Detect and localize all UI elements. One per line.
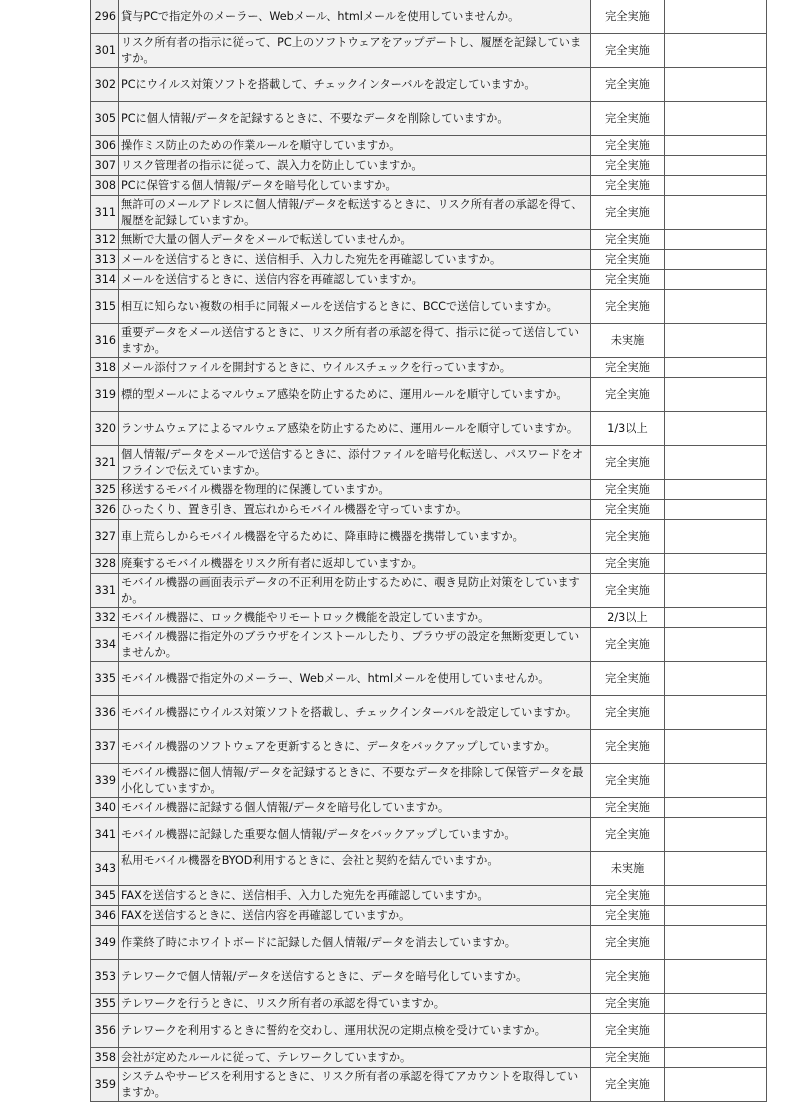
item-number: 316 xyxy=(91,324,119,358)
table-row xyxy=(91,68,767,102)
item-status: 2/3以上 xyxy=(591,608,665,628)
item-question: モバイル機器に記録する個人情報/データを暗号化していますか。 xyxy=(119,798,591,818)
item-remarks xyxy=(665,196,767,230)
item-status: 完全実施 xyxy=(591,818,665,852)
item-status: 完全実施 xyxy=(591,290,665,324)
table-row xyxy=(91,0,767,34)
item-remarks xyxy=(665,156,767,176)
item-status: 完全実施 xyxy=(591,554,665,574)
table-row xyxy=(91,412,767,446)
item-question: PCに保管する個人情報/データを暗号化していますか。 xyxy=(119,176,591,196)
table-row xyxy=(91,270,767,290)
item-remarks xyxy=(665,1068,767,1102)
item-remarks xyxy=(665,520,767,554)
item-remarks xyxy=(665,0,767,34)
item-number: 353 xyxy=(91,960,119,994)
item-number: 302 xyxy=(91,68,119,102)
table-row xyxy=(91,852,767,886)
item-number: 315 xyxy=(91,290,119,324)
item-remarks xyxy=(665,554,767,574)
item-status: 1/3以上 xyxy=(591,412,665,446)
item-number: 345 xyxy=(91,886,119,906)
item-status: 完全実施 xyxy=(591,446,665,480)
table-row xyxy=(91,102,767,136)
item-remarks xyxy=(665,926,767,960)
table-row xyxy=(91,1048,767,1068)
item-number: 308 xyxy=(91,176,119,196)
item-number: 336 xyxy=(91,696,119,730)
item-number: 340 xyxy=(91,798,119,818)
table-row xyxy=(91,886,767,906)
item-number: 328 xyxy=(91,554,119,574)
table-row xyxy=(91,196,767,230)
item-question: テレワークを利用するときに誓約を交わし、運用状況の定期点検を受けていますか。 xyxy=(119,1014,591,1048)
item-question: モバイル機器に、ロック機能やリモートロック機能を設定していますか。 xyxy=(119,608,591,628)
item-question: PCに個人情報/データを記録するときに、不要なデータを削除していますか。 xyxy=(119,102,591,136)
item-remarks xyxy=(665,270,767,290)
item-question: モバイル機器に指定外のブラウザをインストールしたり、ブラウザの設定を無断変更していませんか。 xyxy=(119,628,591,662)
item-remarks xyxy=(665,662,767,696)
item-number: 337 xyxy=(91,730,119,764)
item-question: 私用モバイル機器をBYOD利用するときに、会社と契約を結んでいますか。 xyxy=(119,852,591,886)
item-number: 305 xyxy=(91,102,119,136)
item-number: 314 xyxy=(91,270,119,290)
item-number: 318 xyxy=(91,358,119,378)
item-remarks xyxy=(665,574,767,608)
item-remarks xyxy=(665,324,767,358)
table-row xyxy=(91,696,767,730)
item-number: 320 xyxy=(91,412,119,446)
item-number: 301 xyxy=(91,34,119,68)
item-number: 331 xyxy=(91,574,119,608)
table-row xyxy=(91,628,767,662)
table-row xyxy=(91,156,767,176)
table-row xyxy=(91,730,767,764)
item-question: 作業終了時にホワイトボードに記録した個人情報/データを消去していますか。 xyxy=(119,926,591,960)
table-row xyxy=(91,1014,767,1048)
item-number: 321 xyxy=(91,446,119,480)
item-remarks xyxy=(665,764,767,798)
item-question: 廃棄するモバイル機器をリスク所有者に返却していますか。 xyxy=(119,554,591,574)
table-row xyxy=(91,136,767,156)
table-row xyxy=(91,798,767,818)
item-number: 349 xyxy=(91,926,119,960)
item-status: 完全実施 xyxy=(591,1048,665,1068)
item-remarks xyxy=(665,378,767,412)
item-question: モバイル機器で指定外のメーラー、Webメール、htmlメールを使用していませんか。 xyxy=(119,662,591,696)
item-remarks xyxy=(665,852,767,886)
item-status: 完全実施 xyxy=(591,136,665,156)
item-status: 完全実施 xyxy=(591,520,665,554)
item-number: 312 xyxy=(91,230,119,250)
item-number: 313 xyxy=(91,250,119,270)
table-row xyxy=(91,926,767,960)
item-question: モバイル機器のソフトウェアを更新するときに、データをバックアップしていますか。 xyxy=(119,730,591,764)
item-question: テレワークで個人情報/データを送信するときに、データを暗号化していますか。 xyxy=(119,960,591,994)
item-status: 完全実施 xyxy=(591,798,665,818)
item-status: 完全実施 xyxy=(591,480,665,500)
item-remarks xyxy=(665,608,767,628)
item-number: 311 xyxy=(91,196,119,230)
item-status: 完全実施 xyxy=(591,68,665,102)
item-status: 完全実施 xyxy=(591,574,665,608)
item-question: モバイル機器にウイルス対策ソフトを搭載し、チェックインターバルを設定していますか。 xyxy=(119,696,591,730)
item-question: 車上荒らしからモバイル機器を守るために、降車時に機器を携帯していますか。 xyxy=(119,520,591,554)
checklist-table xyxy=(90,0,767,1102)
item-remarks xyxy=(665,412,767,446)
item-question: 無断で大量の個人データをメールで転送していませんか。 xyxy=(119,230,591,250)
item-status: 完全実施 xyxy=(591,500,665,520)
item-remarks xyxy=(665,102,767,136)
item-status: 完全実施 xyxy=(591,730,665,764)
item-remarks xyxy=(665,628,767,662)
table-row xyxy=(91,764,767,798)
table-row xyxy=(91,554,767,574)
item-status: 完全実施 xyxy=(591,994,665,1014)
table-row xyxy=(91,290,767,324)
item-number: 325 xyxy=(91,480,119,500)
item-question: モバイル機器に個人情報/データを記録するときに、不要なデータを排除して保管データを最小化していますか。 xyxy=(119,764,591,798)
table-row xyxy=(91,358,767,378)
item-question: リスク所有者の指示に従って、PC上のソフトウェアをアップデートし、履歴を記録していますか。 xyxy=(119,34,591,68)
table-row xyxy=(91,994,767,1014)
item-question: 会社が定めたルールに従って、テレワークしていますか。 xyxy=(119,1048,591,1068)
item-question: ひったくり、置き引き、置忘れからモバイル機器を守っていますか。 xyxy=(119,500,591,520)
table-row xyxy=(91,446,767,480)
item-number: 356 xyxy=(91,1014,119,1048)
item-number: 341 xyxy=(91,818,119,852)
item-status: 完全実施 xyxy=(591,926,665,960)
item-number: 358 xyxy=(91,1048,119,1068)
item-status: 完全実施 xyxy=(591,1014,665,1048)
item-remarks xyxy=(665,230,767,250)
item-question: FAXを送信するときに、送信相手、入力した宛先を再確認していますか。 xyxy=(119,886,591,906)
item-status: 完全実施 xyxy=(591,102,665,136)
item-number: 327 xyxy=(91,520,119,554)
item-number: 339 xyxy=(91,764,119,798)
table-row xyxy=(91,818,767,852)
item-number: 332 xyxy=(91,608,119,628)
table-row xyxy=(91,480,767,500)
item-remarks xyxy=(665,696,767,730)
item-number: 296 xyxy=(91,0,119,34)
item-status: 完全実施 xyxy=(591,696,665,730)
item-status: 完全実施 xyxy=(591,960,665,994)
item-status: 完全実施 xyxy=(591,358,665,378)
item-remarks xyxy=(665,500,767,520)
item-question: メールを送信するときに、送信内容を再確認していますか。 xyxy=(119,270,591,290)
item-status: 未実施 xyxy=(591,852,665,886)
table-row xyxy=(91,324,767,358)
item-question: ランサムウェアによるマルウェア感染を防止するために、運用ルールを順守していますか。 xyxy=(119,412,591,446)
table-row xyxy=(91,574,767,608)
item-status: 完全実施 xyxy=(591,764,665,798)
item-remarks xyxy=(665,136,767,156)
item-question: 重要データをメール送信するときに、リスク所有者の承認を得て、指示に従って送信していますか。 xyxy=(119,324,591,358)
table-row xyxy=(91,960,767,994)
item-number: 343 xyxy=(91,852,119,886)
item-remarks xyxy=(665,446,767,480)
item-remarks xyxy=(665,1048,767,1068)
item-status: 完全実施 xyxy=(591,886,665,906)
item-remarks xyxy=(665,176,767,196)
item-question: PCにウイルス対策ソフトを搭載して、チェックインターバルを設定していますか。 xyxy=(119,68,591,102)
item-question: モバイル機器の画面表示データの不正利用を防止するために、覗き見防止対策をしていますか。 xyxy=(119,574,591,608)
item-question: 移送するモバイル機器を物理的に保護していますか。 xyxy=(119,480,591,500)
item-remarks xyxy=(665,1014,767,1048)
item-question: 貸与PCで指定外のメーラー、Webメール、htmlメールを使用していませんか。 xyxy=(119,0,591,34)
item-remarks xyxy=(665,290,767,324)
item-question: テレワークを行うときに、リスク所有者の承認を得ていますか。 xyxy=(119,994,591,1014)
item-remarks xyxy=(665,34,767,68)
item-status: 完全実施 xyxy=(591,1068,665,1102)
table-row xyxy=(91,662,767,696)
item-question: 標的型メールによるマルウェア感染を防止するために、運用ルールを順守していますか。 xyxy=(119,378,591,412)
item-status: 完全実施 xyxy=(591,230,665,250)
table-row xyxy=(91,1068,767,1102)
item-remarks xyxy=(665,798,767,818)
item-remarks xyxy=(665,906,767,926)
item-status: 完全実施 xyxy=(591,250,665,270)
table-row xyxy=(91,250,767,270)
item-status: 完全実施 xyxy=(591,0,665,34)
item-status: 未実施 xyxy=(591,324,665,358)
item-number: 334 xyxy=(91,628,119,662)
table-row xyxy=(91,906,767,926)
item-question: メール添付ファイルを開封するときに、ウイルスチェックを行っていますか。 xyxy=(119,358,591,378)
item-question: モバイル機器に記録した重要な個人情報/データをバックアップしていますか。 xyxy=(119,818,591,852)
item-number: 326 xyxy=(91,500,119,520)
item-status: 完全実施 xyxy=(591,628,665,662)
item-question: FAXを送信するときに、送信内容を再確認していますか。 xyxy=(119,906,591,926)
table-row xyxy=(91,34,767,68)
item-remarks xyxy=(665,480,767,500)
item-number: 307 xyxy=(91,156,119,176)
item-question: 無許可のメールアドレスに個人情報/データを転送するときに、リスク所有者の承認を得て、履歴を記録していますか。 xyxy=(119,196,591,230)
item-remarks xyxy=(665,886,767,906)
item-question: 相互に知らない複数の相手に同報メールを送信するときに、BCCで送信していますか。 xyxy=(119,290,591,324)
item-remarks xyxy=(665,250,767,270)
item-status: 完全実施 xyxy=(591,270,665,290)
item-status: 完全実施 xyxy=(591,34,665,68)
item-remarks xyxy=(665,994,767,1014)
item-remarks xyxy=(665,358,767,378)
table-row xyxy=(91,176,767,196)
item-number: 335 xyxy=(91,662,119,696)
item-question: リスク管理者の指示に従って、誤入力を防止していますか。 xyxy=(119,156,591,176)
item-status: 完全実施 xyxy=(591,196,665,230)
item-number: 359 xyxy=(91,1068,119,1102)
item-question: システムやサービスを利用するときに、リスク所有者の承認を得てアカウントを取得していますか。 xyxy=(119,1068,591,1102)
item-status: 完全実施 xyxy=(591,176,665,196)
item-question: 操作ミス防止のための作業ルールを順守していますか。 xyxy=(119,136,591,156)
item-remarks xyxy=(665,960,767,994)
item-remarks xyxy=(665,730,767,764)
checklist-body xyxy=(91,0,767,1102)
item-status: 完全実施 xyxy=(591,378,665,412)
item-question: 個人情報/データをメールで送信するときに、添付ファイルを暗号化転送し、パスワードをオフラインで伝えていますか。 xyxy=(119,446,591,480)
item-status: 完全実施 xyxy=(591,156,665,176)
table-row xyxy=(91,230,767,250)
item-number: 306 xyxy=(91,136,119,156)
item-remarks xyxy=(665,818,767,852)
table-row xyxy=(91,500,767,520)
item-number: 355 xyxy=(91,994,119,1014)
item-number: 346 xyxy=(91,906,119,926)
item-question: メールを送信するときに、送信相手、入力した宛先を再確認していますか。 xyxy=(119,250,591,270)
table-row xyxy=(91,520,767,554)
item-status: 完全実施 xyxy=(591,662,665,696)
item-status: 完全実施 xyxy=(591,906,665,926)
table-row xyxy=(91,378,767,412)
table-row xyxy=(91,608,767,628)
item-number: 319 xyxy=(91,378,119,412)
item-remarks xyxy=(665,68,767,102)
